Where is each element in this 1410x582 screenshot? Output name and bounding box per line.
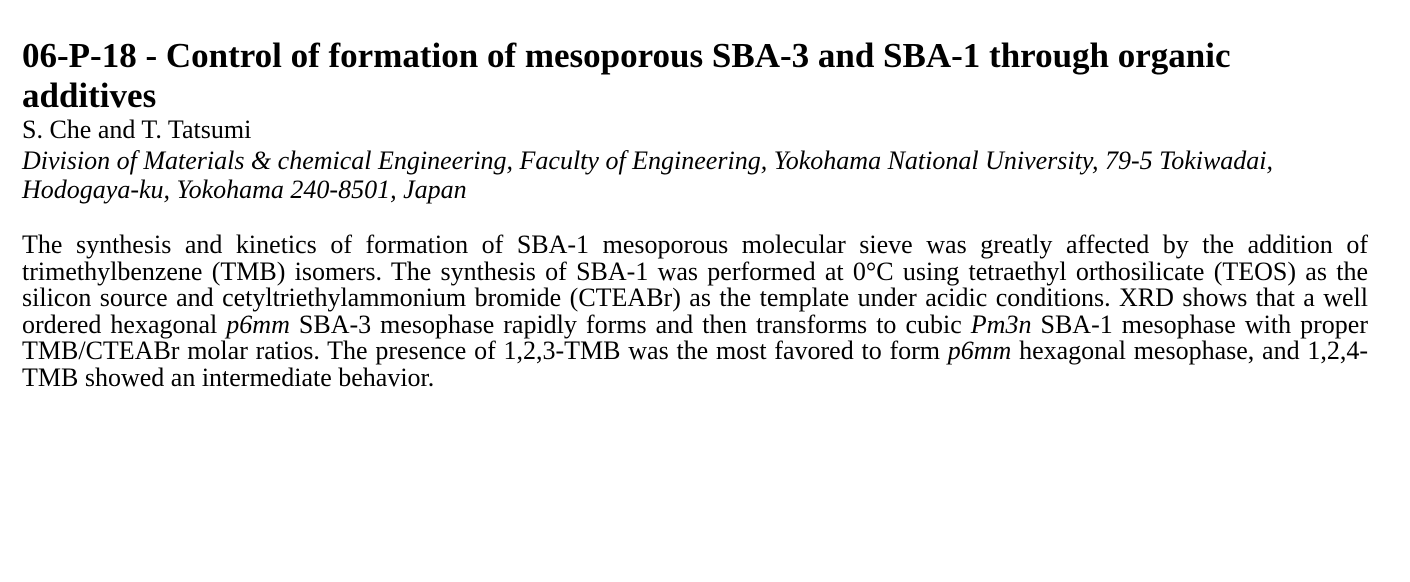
- abstract-text: hexagonal mesophase, and 1,2,4-TMB showed an intermediate behavior.: [22, 336, 1369, 392]
- abstract-italic-term: p6mm: [226, 309, 290, 339]
- abstract-text: SBA-3 mesophase rapidly forms and then transforms to cubic: [289, 309, 971, 339]
- abstract-text: The synthesis and kinetics of formation of SBA-1 mesoporous molecular sieve was greatly affected by the addition of trimethylbenzene (TMB) isomers. The synthesis of SBA-1 was performed at 0°C using tetraethyl orthosilicate (TEOS) as the silicon source and cetyltriethylammonium bromide (CTEABr) as the template under acidic conditions. XRD shows that a well ordered hexagonal: [22, 230, 1368, 339]
- affiliation: Division of Materials & chemical Engineering, Faculty of Engineering, Yokohama National University, 79-5 Tokiwadai, Hodogaya-ku, Yokohama 240-8501, Japan: [22, 146, 1274, 204]
- abstract-page: [22, 36, 1368, 418]
- abstract-italic-term: Pm3n: [970, 309, 1032, 339]
- abstract-body: [22, 232, 1368, 392]
- authors: S. Che and T. Tatsumi: [22, 115, 252, 144]
- abstract-text: SBA-1 mesophase with proper TMB/CTEABr molar ratios. The presence of 1,2,3-TMB was the most favored to form: [22, 309, 1368, 366]
- paper-title: 06-P-18 - Control of formation of mesoporous SBA-3 and SBA-1 through organic additives: [22, 36, 1231, 115]
- abstract-italic-term: p6mm: [947, 336, 1012, 366]
